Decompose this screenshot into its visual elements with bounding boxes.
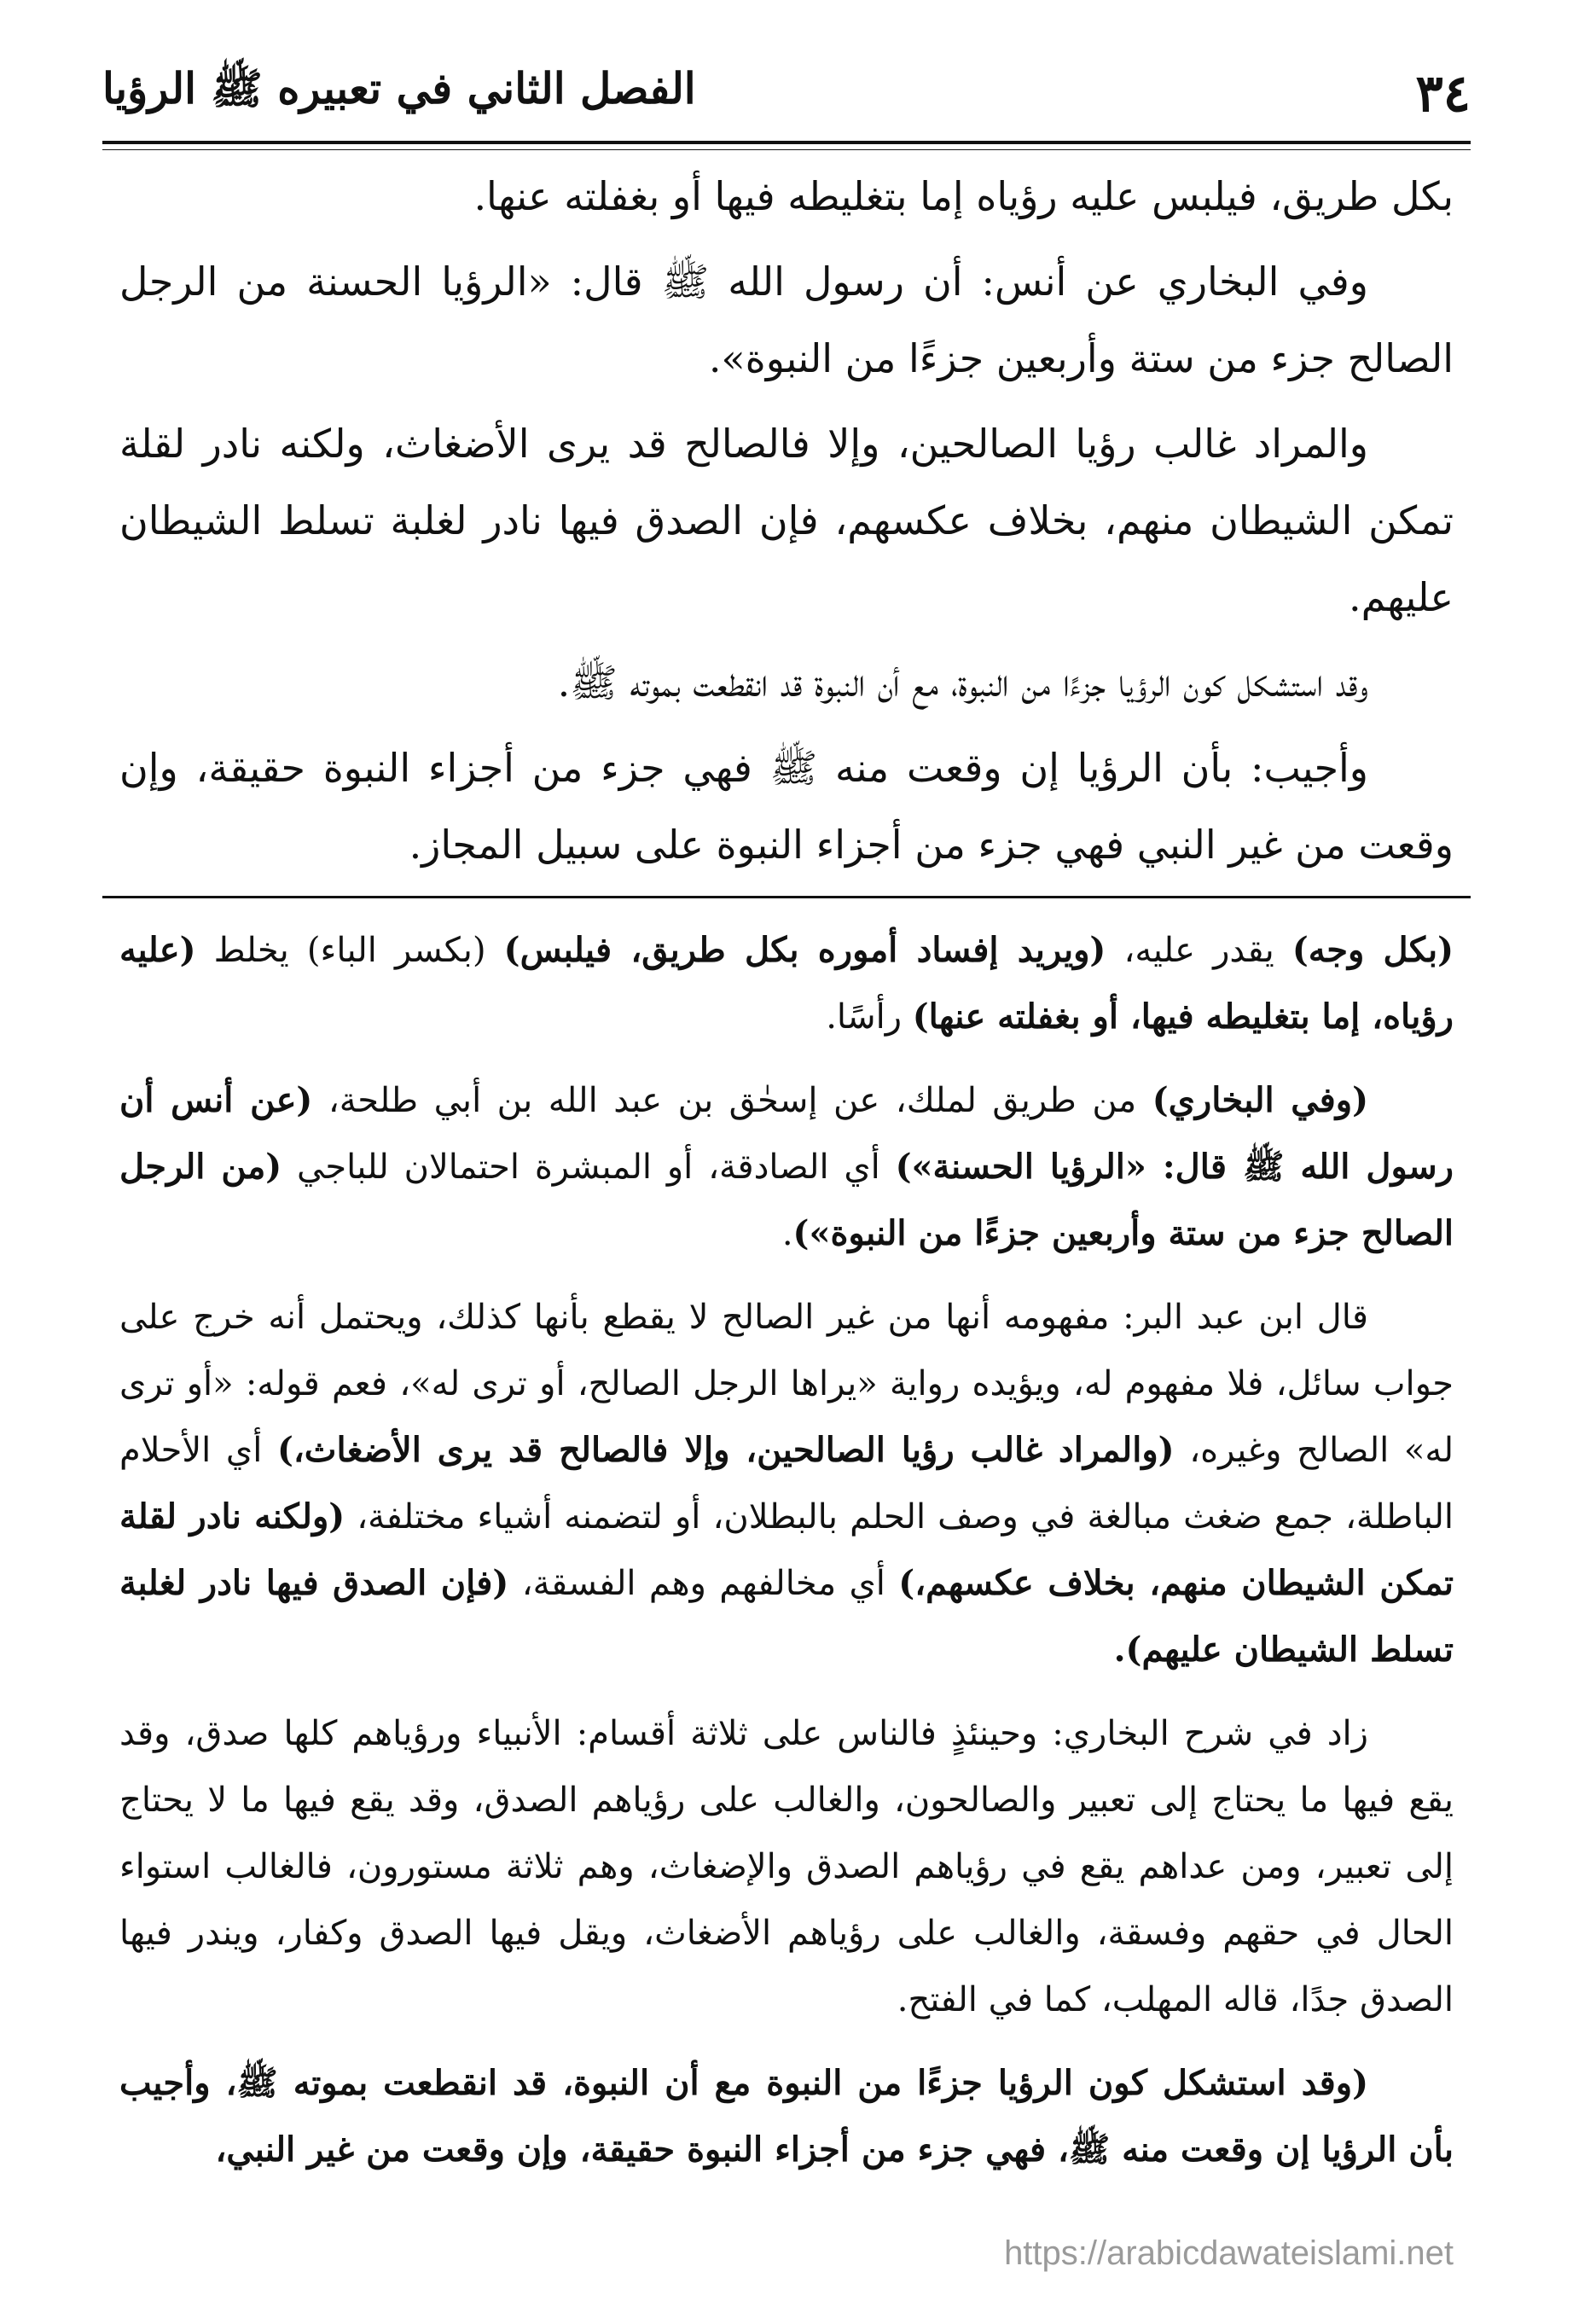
commentary-text-run: يقدر عليه، — [1106, 931, 1292, 970]
commentary-text-run: أي الأحلام الباطلة، جمع ضغث مبالغة في وصف الحلم بالبطلان، أو لتضمنه أشياء مختلفة، — [119, 1431, 1454, 1537]
commentary-paragraph-4: زاد في شرح البخاري: وحينئذٍ فالناس على ثلاثة أقسام: الأنبياء ورؤياهم كلها صدق، وقد يقع فيها ما يحتاج إلى تعبير والصالحون، والغالب على رؤياهم الصدق، وقد يقع فيها ما لا يحتاج إلى تعبير، ومن عداهم يقع في رؤياهم الصدق والإضغاث، وهم ثلاثة مستورون، فالغالب استواء الحال في حقهم وفسقة، والغالب على رؤياهم الأضغاث، ويقل فيها الصدق وكفار، ويندر فيها الصدق جدًا، قاله المهلب، كما في الفتح. — [119, 1714, 1454, 2019]
quoted-matn: (والمراد غالب رؤيا الصالحين، وإلا فالصالح قد يرى الأضغاث،) — [276, 1430, 1175, 1470]
quoted-matn: (عن أنس أن رسول الله ﷺ قال: «الرؤيا الحسنة») — [119, 1080, 1454, 1187]
main-paragraph-1: بكل طريق، فيلبس عليه رؤياه إما بتغليطه فيها أو بغفلته عنها. — [473, 173, 1454, 219]
quoted-matn: (ويريد إفساد أموره بكل طريق، فيلبس) — [503, 930, 1106, 970]
commentary-divider — [102, 896, 1471, 898]
running-title: الفصل الثاني في تعبيره ﷺ الرؤيا — [102, 63, 696, 113]
quoted-matn: (بكل وجه) — [1291, 930, 1454, 970]
commentary-paragraph-1 — [119, 917, 1454, 1050]
commentary-text-run: رأسًا. — [826, 997, 913, 1037]
main-paragraph-2: وفي البخاري عن أنس: أن رسول الله ﷺ قال: «الرؤيا الحسنة من الرجل الصالح جزء من ستة وأربعين جزءًا من النبوة». — [119, 259, 1454, 381]
header-rule-thin — [102, 149, 1471, 150]
quoted-matn: (ولكنه نادر لقلة تمكن الشيطان منهم، بخلاف عكسهم،) — [119, 1496, 1454, 1603]
page-header — [102, 43, 1471, 145]
commentary-text — [119, 917, 1454, 2200]
main-text — [119, 158, 1454, 892]
main-paragraph-3: والمراد غالب رؤيا الصالحين، وإلا فالصالح قد يرى الأضغاث، ولكنه نادر لقلة تمكن الشيطان منهم، بخلاف عكسهم، فإن الصدق فيها نادر لغلبة تسلط الشيطان عليهم. — [119, 421, 1454, 620]
page-number: ٣٤ — [1415, 64, 1471, 124]
quoted-matn: (عليه رؤياه، إما بتغليطه فيها، أو بغفلته عنها) — [119, 930, 1454, 1037]
commentary-paragraph-2 — [119, 1067, 1454, 1267]
main-paragraph-5: وأجيب: بأن الرؤيا إن وقعت منه ﷺ فهي جزء من أجزاء النبوة حقيقة، وإن وقعت من غير النبي فهي جزء من أجزاء النبوة على سبيل المجاز. — [119, 745, 1454, 868]
commentary-text-run: أي الصادقة، أو المبشرة احتمالان للباجي — [282, 1147, 896, 1187]
commentary-text-run: (بكسر الباء) يخلط — [195, 931, 504, 970]
header-rule — [102, 141, 1471, 144]
commentary-text-run: قال ابن عبد البر: مفهومه أنها من غير الصالح لا يقطع بأنها كذلك، ويحتمل أنه خرج على جواب سائل، فلا مفهوم له، ويؤيده رواية «يراها الرجل الصالح، أو ترى له»، فعم قوله: «أو ترى له» الصالح وغيره، — [119, 1298, 1454, 1470]
quoted-matn: (فإن الصدق فيها نادر لغلبة تسلط الشيطان عليهم). — [119, 1563, 1454, 1670]
commentary-paragraph-3 — [119, 1284, 1454, 1683]
main-paragraph-4: وقد استشكل كون الرؤيا جزءًا من النبوة، مع أن النبوة قد انقطعت بموته ﷺ. — [557, 659, 1368, 706]
commentary-text-run: . — [781, 1214, 793, 1253]
quoted-matn: (وفي البخاري) — [1152, 1080, 1369, 1120]
commentary-text-run: أي مخالفهم وهم الفسقة، — [508, 1564, 899, 1603]
commentary-paragraph-5: (وقد استشكل كون الرؤيا جزءًا من النبوة مع أن النبوة، قد انقطعت بموته ﷺ، وأجيب بأن الرؤيا إن وقعت منه ﷺ، فهي جزء من أجزاء النبوة حقيقة، وإن وقعت من غير النبي، — [119, 2063, 1454, 2170]
commentary-text-run: من طريق لملك، عن إسحٰق بن عبد الله بن أبي طلحة، — [312, 1081, 1152, 1120]
quoted-matn: (من الرجل الصالح جزء من ستة وأربعين جزءًا من النبوة») — [119, 1147, 1454, 1253]
watermark-url: https://arabicdawateislami.net — [1004, 2234, 1454, 2272]
